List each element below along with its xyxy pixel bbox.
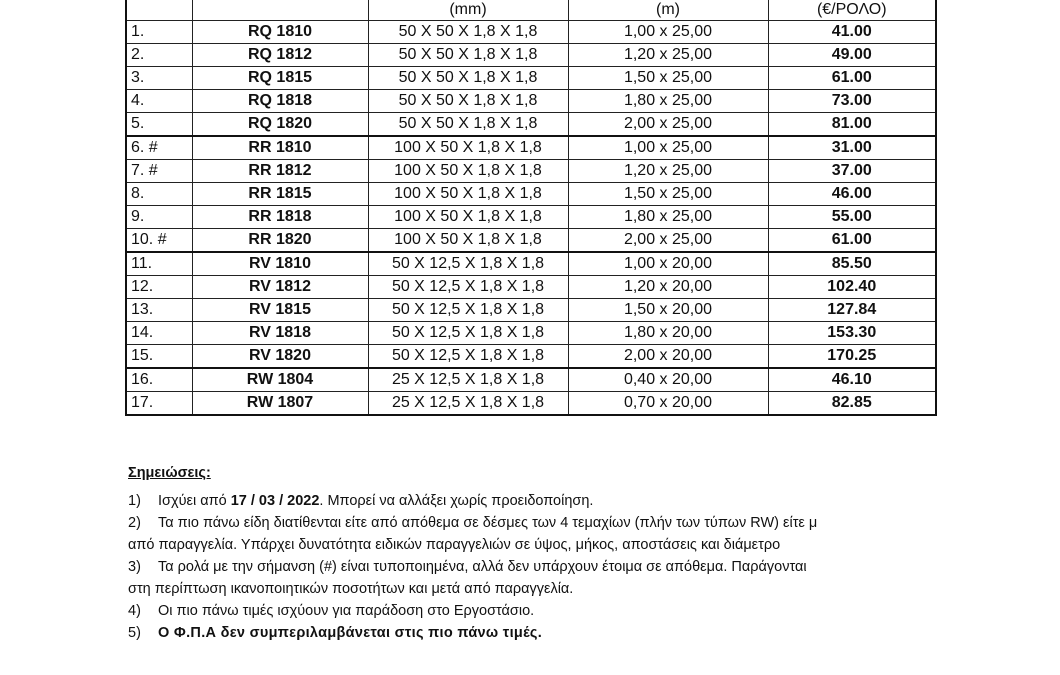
mesh-dimensions: 50 X 12,5 X 1,8 X 1,8 — [368, 299, 568, 322]
note-1-date: 17 / 03 / 2022 — [230, 493, 320, 509]
roll-price: 46.00 — [768, 183, 936, 206]
row-number: 11. — [126, 252, 192, 276]
note-1-pre: Ισχύει από — [158, 493, 231, 509]
product-code: RQ 1820 — [192, 113, 368, 137]
table-row — [126, 113, 936, 137]
roll-size: 1,20 x 20,00 — [568, 276, 768, 299]
product-code: RR 1810 — [192, 136, 368, 160]
roll-price: 85.50 — [768, 252, 936, 276]
row-number: 8. — [126, 183, 192, 206]
roll-size: 2,00 x 25,00 — [568, 229, 768, 253]
note-number: 1) — [128, 493, 141, 509]
notes-title: Σημειώσεις: — [128, 465, 211, 481]
roll-size: 1,80 x 25,00 — [568, 206, 768, 229]
note-text: Τα ρολά με την σήμανση (#) είναι τυποποιημένα, αλλά δεν υπάρχουν έτοιμα σε απόθεμα. Παράγονται — [158, 559, 807, 575]
product-code: RV 1810 — [192, 252, 368, 276]
table-row — [126, 252, 936, 276]
roll-size: 1,50 x 25,00 — [568, 183, 768, 206]
note-number: 3) — [128, 559, 141, 575]
note-4 — [128, 600, 1048, 622]
units-row — [126, 0, 936, 21]
table-row — [126, 136, 936, 160]
price-table — [125, 0, 937, 416]
table-row — [126, 90, 936, 113]
row-number: 12. — [126, 276, 192, 299]
roll-size: 1,20 x 25,00 — [568, 44, 768, 67]
roll-price: 41.00 — [768, 21, 936, 44]
roll-price: 61.00 — [768, 229, 936, 253]
mesh-dimensions: 50 X 50 X 1,8 X 1,8 — [368, 44, 568, 67]
note-number: 5) — [128, 625, 141, 641]
row-number: 2. — [126, 44, 192, 67]
table-row — [126, 368, 936, 392]
row-number: 13. — [126, 299, 192, 322]
note-1-post: . Μπορεί να αλλάξει χωρίς προειδοποίηση. — [319, 493, 594, 509]
mesh-dimensions: 50 X 12,5 X 1,8 X 1,8 — [368, 276, 568, 299]
note-text: Τα πιο πάνω είδη διατίθενται είτε από απόθεμα σε δέσμες των 4 τεμαχίων (πλήν των τύπων RW) είτε μ — [158, 515, 818, 531]
mesh-dimensions: 50 X 12,5 X 1,8 X 1,8 — [368, 252, 568, 276]
units-cell-price: (€/ΡΟΛΟ) — [768, 0, 936, 21]
row-number: 3. — [126, 67, 192, 90]
note-3-continuation: στη περίπτωση ικανοποιητικών ποσοτήτων και μετά από παραγγελία. — [128, 581, 574, 597]
roll-price: 82.85 — [768, 392, 936, 416]
product-code: RW 1807 — [192, 392, 368, 416]
product-code: RQ 1818 — [192, 90, 368, 113]
mesh-dimensions: 50 X 50 X 1,8 X 1,8 — [368, 113, 568, 137]
note-number: 2) — [128, 515, 141, 531]
note-2-continuation: από παραγγελία. Υπάρχει δυνατότητα ειδικών παραγγελιών σε ύψος, μήκος, αποστάσεις και διάμετρο — [128, 537, 781, 553]
roll-size: 2,00 x 20,00 — [568, 345, 768, 369]
roll-size: 1,50 x 25,00 — [568, 67, 768, 90]
product-code: RR 1820 — [192, 229, 368, 253]
product-code: RR 1815 — [192, 183, 368, 206]
roll-price: 37.00 — [768, 160, 936, 183]
table-row — [126, 21, 936, 44]
table-row — [126, 229, 936, 253]
mesh-dimensions: 100 X 50 X 1,8 X 1,8 — [368, 229, 568, 253]
roll-price: 170.25 — [768, 345, 936, 369]
row-number: 14. — [126, 322, 192, 345]
row-number: 7. # — [126, 160, 192, 183]
roll-size: 0,40 x 20,00 — [568, 368, 768, 392]
roll-size: 0,70 x 20,00 — [568, 392, 768, 416]
note-number: 4) — [128, 603, 141, 619]
table-row — [126, 44, 936, 67]
roll-price: 61.00 — [768, 67, 936, 90]
note-5 — [128, 622, 1048, 644]
roll-price: 49.00 — [768, 44, 936, 67]
table-row — [126, 299, 936, 322]
notes-section — [128, 462, 1048, 644]
roll-size: 1,80 x 25,00 — [568, 90, 768, 113]
row-number: 5. — [126, 113, 192, 137]
table-row — [126, 392, 936, 416]
roll-price: 46.10 — [768, 368, 936, 392]
note-3 — [128, 556, 1048, 578]
units-cell-mm: (mm) — [368, 0, 568, 21]
table-row — [126, 276, 936, 299]
table-row — [126, 67, 936, 90]
roll-size: 1,00 x 25,00 — [568, 136, 768, 160]
product-code: RV 1812 — [192, 276, 368, 299]
note-text — [158, 490, 1048, 512]
product-code: RQ 1815 — [192, 67, 368, 90]
roll-size: 2,00 x 25,00 — [568, 113, 768, 137]
mesh-dimensions: 25 X 12,5 X 1,8 X 1,8 — [368, 392, 568, 416]
product-code: RR 1812 — [192, 160, 368, 183]
note-text: Ο Φ.Π.Α δεν συμπεριλαμβάνεται στις πιο πάνω τιμές. — [158, 625, 543, 641]
roll-price: 81.00 — [768, 113, 936, 137]
mesh-dimensions: 25 X 12,5 X 1,8 X 1,8 — [368, 368, 568, 392]
roll-price: 73.00 — [768, 90, 936, 113]
product-code: RR 1818 — [192, 206, 368, 229]
product-code: RV 1815 — [192, 299, 368, 322]
note-text: Οι πιο πάνω τιμές ισχύουν για παράδοση στο Εργοστάσιο. — [158, 603, 535, 619]
roll-price: 153.30 — [768, 322, 936, 345]
mesh-dimensions: 50 X 50 X 1,8 X 1,8 — [368, 90, 568, 113]
roll-price: 127.84 — [768, 299, 936, 322]
table-row — [126, 206, 936, 229]
table-row — [126, 345, 936, 369]
units-cell — [126, 0, 192, 21]
roll-price: 31.00 — [768, 136, 936, 160]
row-number: 17. — [126, 392, 192, 416]
product-code: RW 1804 — [192, 368, 368, 392]
note-1 — [128, 490, 1048, 512]
mesh-dimensions: 100 X 50 X 1,8 X 1,8 — [368, 206, 568, 229]
row-number: 4. — [126, 90, 192, 113]
units-cell — [192, 0, 368, 21]
mesh-dimensions: 100 X 50 X 1,8 X 1,8 — [368, 136, 568, 160]
mesh-dimensions: 50 X 50 X 1,8 X 1,8 — [368, 67, 568, 90]
table-row — [126, 183, 936, 206]
note-2 — [128, 512, 1048, 534]
product-code: RV 1820 — [192, 345, 368, 369]
row-number: 15. — [126, 345, 192, 369]
roll-price: 102.40 — [768, 276, 936, 299]
roll-size: 1,00 x 25,00 — [568, 21, 768, 44]
product-code: RV 1818 — [192, 322, 368, 345]
row-number: 1. — [126, 21, 192, 44]
table-row — [126, 160, 936, 183]
roll-size: 1,20 x 25,00 — [568, 160, 768, 183]
row-number: 6. # — [126, 136, 192, 160]
roll-price: 55.00 — [768, 206, 936, 229]
mesh-dimensions: 100 X 50 X 1,8 X 1,8 — [368, 183, 568, 206]
product-code: RQ 1810 — [192, 21, 368, 44]
roll-size: 1,50 x 20,00 — [568, 299, 768, 322]
mesh-dimensions: 50 X 12,5 X 1,8 X 1,8 — [368, 345, 568, 369]
product-code: RQ 1812 — [192, 44, 368, 67]
row-number: 16. — [126, 368, 192, 392]
roll-size: 1,00 x 20,00 — [568, 252, 768, 276]
row-number: 9. — [126, 206, 192, 229]
mesh-dimensions: 50 X 12,5 X 1,8 X 1,8 — [368, 322, 568, 345]
units-cell-m: (m) — [568, 0, 768, 21]
mesh-dimensions: 100 X 50 X 1,8 X 1,8 — [368, 160, 568, 183]
table-row — [126, 322, 936, 345]
row-number: 10. # — [126, 229, 192, 253]
roll-size: 1,80 x 20,00 — [568, 322, 768, 345]
mesh-dimensions: 50 X 50 X 1,8 X 1,8 — [368, 21, 568, 44]
